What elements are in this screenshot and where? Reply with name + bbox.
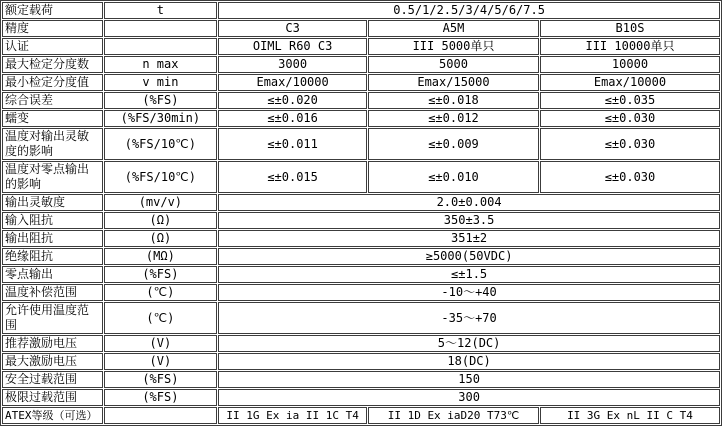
row-label: 零点输出 xyxy=(2,266,103,283)
cell-value: ≤±0.011 xyxy=(218,128,367,160)
cell-value: ≤±0.015 xyxy=(218,161,367,193)
row-unit: (Ω) xyxy=(104,212,218,229)
row-unit: n max xyxy=(104,56,218,73)
table-row xyxy=(2,161,720,193)
cell-value: ≤±0.012 xyxy=(368,110,539,127)
table-row xyxy=(2,92,720,109)
row-unit: (%FS/10℃) xyxy=(104,128,218,160)
row-label: 综合误差 xyxy=(2,92,103,109)
cell-value: 3000 xyxy=(218,56,367,73)
cell-value: A5M xyxy=(368,20,539,37)
cell-value: ≤±0.010 xyxy=(368,161,539,193)
table-row xyxy=(2,266,720,283)
table-row xyxy=(2,335,720,352)
row-unit: (%FS) xyxy=(104,92,218,109)
cell-value: ≤±0.020 xyxy=(218,92,367,109)
row-unit: (%FS) xyxy=(104,371,218,388)
row-unit xyxy=(104,20,218,37)
row-unit xyxy=(104,407,218,424)
table-row xyxy=(2,389,720,406)
cell-value: ≤±0.035 xyxy=(540,92,720,109)
cell-value: B10S xyxy=(540,20,720,37)
row-unit: (V) xyxy=(104,335,218,352)
table-row xyxy=(2,284,720,301)
cell-value: III 10000单只 xyxy=(540,38,720,55)
row-label: 推荐激励电压 xyxy=(2,335,103,352)
row-label: 安全过载范围 xyxy=(2,371,103,388)
table-row xyxy=(2,230,720,247)
row-unit: (℃) xyxy=(104,284,218,301)
row-label: 输入阻抗 xyxy=(2,212,103,229)
cell-value: ≤±0.009 xyxy=(368,128,539,160)
row-unit: v min xyxy=(104,74,218,91)
row-label: 输出阻抗 xyxy=(2,230,103,247)
row-unit: (%FS/10℃) xyxy=(104,161,218,193)
cell-value: Emax/10000 xyxy=(218,74,367,91)
cell-value: II 1D Ex iaD20 T73℃ xyxy=(368,407,539,424)
cell-value: II 3G Ex nL II C T4 xyxy=(540,407,720,424)
cell-value: ≤±0.030 xyxy=(540,110,720,127)
row-label: 温度补偿范围 xyxy=(2,284,103,301)
row-label: 最大激励电压 xyxy=(2,353,103,370)
cell-value: Emax/10000 xyxy=(540,74,720,91)
cell-value: ≤±0.030 xyxy=(540,161,720,193)
row-label: 精度 xyxy=(2,20,103,37)
cell-value: ≤±0.016 xyxy=(218,110,367,127)
row-label: 绝缘阻抗 xyxy=(2,248,103,265)
table-row xyxy=(2,248,720,265)
cell-value: 150 xyxy=(218,371,720,388)
row-unit: (%FS) xyxy=(104,266,218,283)
row-unit: (Ω) xyxy=(104,230,218,247)
row-label: 蠕变 xyxy=(2,110,103,127)
cell-value: 350±3.5 xyxy=(218,212,720,229)
table-row xyxy=(2,407,720,424)
cell-value: ≥5000(50VDC) xyxy=(218,248,720,265)
table-row xyxy=(2,353,720,370)
row-label: 温度对输出灵敏度的影响 xyxy=(2,128,103,160)
row-unit: (%FS/30min) xyxy=(104,110,218,127)
table-row xyxy=(2,110,720,127)
cell-value: ≤±0.018 xyxy=(368,92,539,109)
cell-value: III 5000单只 xyxy=(368,38,539,55)
row-label: 最小检定分度值 xyxy=(2,74,103,91)
cell-value: C3 xyxy=(218,20,367,37)
table-row xyxy=(2,371,720,388)
row-unit: (%FS) xyxy=(104,389,218,406)
cell-value: 300 xyxy=(218,389,720,406)
cell-value: ≤±1.5 xyxy=(218,266,720,283)
row-label: 极限过载范围 xyxy=(2,389,103,406)
cell-value: 18(DC) xyxy=(218,353,720,370)
row-label: ATEX等级（可选） xyxy=(2,407,103,424)
row-label: 输出灵敏度 xyxy=(2,194,103,211)
cell-value: 10000 xyxy=(540,56,720,73)
row-label: 最大检定分度数 xyxy=(2,56,103,73)
cell-value: -35～+70 xyxy=(218,302,720,334)
cell-value: 0.5/1/2.5/3/4/5/6/7.5 xyxy=(218,2,720,19)
row-unit: t xyxy=(104,2,218,19)
row-label: 允许使用温度范围 xyxy=(2,302,103,334)
row-unit: (MΩ) xyxy=(104,248,218,265)
cell-value: ≤±0.030 xyxy=(540,128,720,160)
row-label: 温度对零点输出的影响 xyxy=(2,161,103,193)
row-unit xyxy=(104,38,218,55)
row-unit: (mv/v) xyxy=(104,194,218,211)
table-row xyxy=(2,128,720,160)
table-row xyxy=(2,2,720,19)
table-row xyxy=(2,302,720,334)
cell-value: -10～+40 xyxy=(218,284,720,301)
table-row xyxy=(2,74,720,91)
cell-value: OIML R60 C3 xyxy=(218,38,367,55)
cell-value: 2.0±0.004 xyxy=(218,194,720,211)
row-label: 认证 xyxy=(2,38,103,55)
table-row xyxy=(2,20,720,37)
cell-value: 5000 xyxy=(368,56,539,73)
cell-value: 5～12(DC) xyxy=(218,335,720,352)
row-label: 额定载荷 xyxy=(2,2,103,19)
row-unit: (℃) xyxy=(104,302,218,334)
table-row xyxy=(2,194,720,211)
row-unit: (V) xyxy=(104,353,218,370)
table-row xyxy=(2,38,720,55)
cell-value: Emax/15000 xyxy=(368,74,539,91)
cell-value: II 1G Ex ia II 1C T4 xyxy=(218,407,367,424)
cell-value: 351±2 xyxy=(218,230,720,247)
table-row xyxy=(2,212,720,229)
table-row xyxy=(2,56,720,73)
